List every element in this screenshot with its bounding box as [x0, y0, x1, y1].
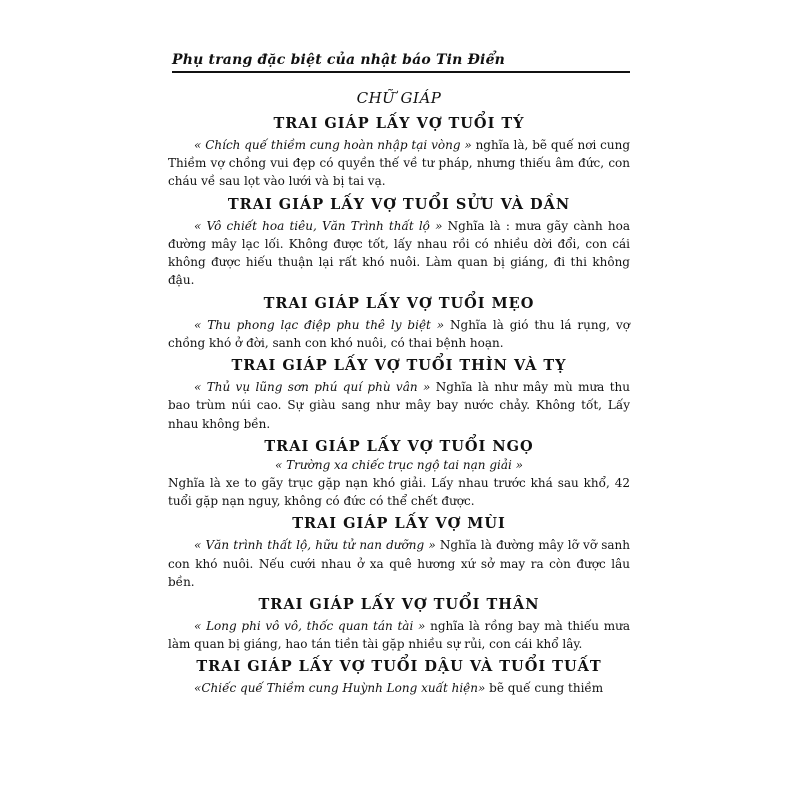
- section-meo: [168, 295, 630, 352]
- section-body: [168, 617, 630, 653]
- section-body: [168, 316, 630, 352]
- section-quote: «Chiếc quế Thiềm cung Huỳnh Long xuất hiện»: [194, 681, 486, 696]
- book-page: [168, 52, 630, 752]
- section-text: bẽ quế cung thiềm: [485, 681, 604, 696]
- section-quote: « Vô chiết hoa tiêu, Văn Trình thất lộ »: [194, 218, 443, 233]
- section-quote: « Long phi vô vô, thốc quan tán tài »: [194, 618, 426, 633]
- section-text: Nghĩa là gió thu lá rụng, vợ chồng khó ở đời, sanh con khó nuôi, có thai bệnh hoạn.: [168, 317, 630, 350]
- section-text: Nghĩa là như mây mù mưa thu bao trùm núi cao. Sự giàu sang như mây bay nước chảy. Không tốt, Lấy nhau không bền.: [168, 380, 630, 431]
- section-thin-ty: [168, 357, 630, 433]
- section-title: TRAI GIÁP LẤY VỢ TUỔI NGỌ: [264, 437, 534, 455]
- section-title: TRAI GIÁP LẤY VỢ MÙI: [292, 515, 506, 533]
- section-body: [168, 136, 630, 191]
- section-body: [168, 474, 630, 510]
- chapter-title: CHỮ GIÁP: [356, 89, 442, 107]
- section-dau-tuat: [168, 658, 630, 697]
- section-title: TRAI GIÁP LẤY VỢ TUỔI TÝ: [273, 115, 525, 132]
- section-quote: « Thu phong lạc điệp phu thê ly biệt »: [194, 317, 445, 332]
- section-ngo: [168, 438, 630, 510]
- section-text: Nghĩa là đường mây lỡ vỡ sanh con khó nuôi. Nếu cưới nhau ở xa quê hương xứ sở may ra còn được lâu bền.: [168, 538, 630, 589]
- section-quote: « Thủ vụ lũng sơn phú quí phù vân »: [194, 380, 431, 395]
- section-title: TRAI GIÁP LẤY VỢ TUỔI SỬU VÀ DẦN: [227, 195, 571, 213]
- section-text: Nghĩa là xe to gãy trục gặp nạn khó giải. Lấy nhau trước khá sau khổ, 42 tuổi gặp nạn nguy, không có đức có thể chết được.: [168, 475, 630, 509]
- section-quote: « Văn trình thất lộ, hữu tử nan dưỡng »: [194, 538, 436, 553]
- section-body: [168, 679, 630, 697]
- section-title: TRAI GIÁP LẤY VỢ TUỔI DẬU VÀ TUỔI TUẤT: [196, 658, 602, 676]
- section-than: [168, 596, 630, 653]
- section-text: Nghĩa là : mưa gãy cành hoa đường mây lạc lối. Không được tốt, lấy nhau rồi có nhiều dời đổi, con cái không được hiếu thuận lại rất khó nuôi. Làm quan bị giáng, đi thi không đậu.: [168, 218, 630, 288]
- section-mui: [168, 515, 630, 591]
- section-body: [168, 536, 630, 591]
- section-text: nghĩa là rồng bay mà thiếu mưa làm quan bị giáng, hao tán tiền tài gặp nhiều sự rủi, con cái khổ lây.: [168, 618, 630, 652]
- section-title: TRAI GIÁP LẤY VỢ TUỔI THÂN: [258, 595, 540, 613]
- section-ty: [168, 115, 630, 191]
- section-suu-dan: [168, 196, 630, 290]
- section-body: [168, 378, 630, 433]
- section-title: TRAI GIÁP LẤY VỢ TUỔI THÌN VÀ TỴ: [231, 357, 567, 375]
- page-header: Phụ trang đặc biệt của nhật báo Tin Điển: [172, 52, 630, 73]
- section-body: [168, 217, 630, 290]
- section-title: TRAI GIÁP LẤY VỢ TUỔI MẸO: [263, 294, 535, 312]
- section-quote: « Chích quế thiềm cung hoàn nhập tại vòng »: [194, 138, 472, 152]
- section-text: nghĩa là, bẽ quế nơi cung Thiềm vợ chồng vui đẹp có quyền thế về tư pháp, nhưng thiếu âm đức, con cháu về sau lọt vào lưới và bị tai vạ.: [168, 138, 630, 189]
- section-quote: « Trường xa chiếc trục ngộ tai nạn giải »: [274, 457, 523, 472]
